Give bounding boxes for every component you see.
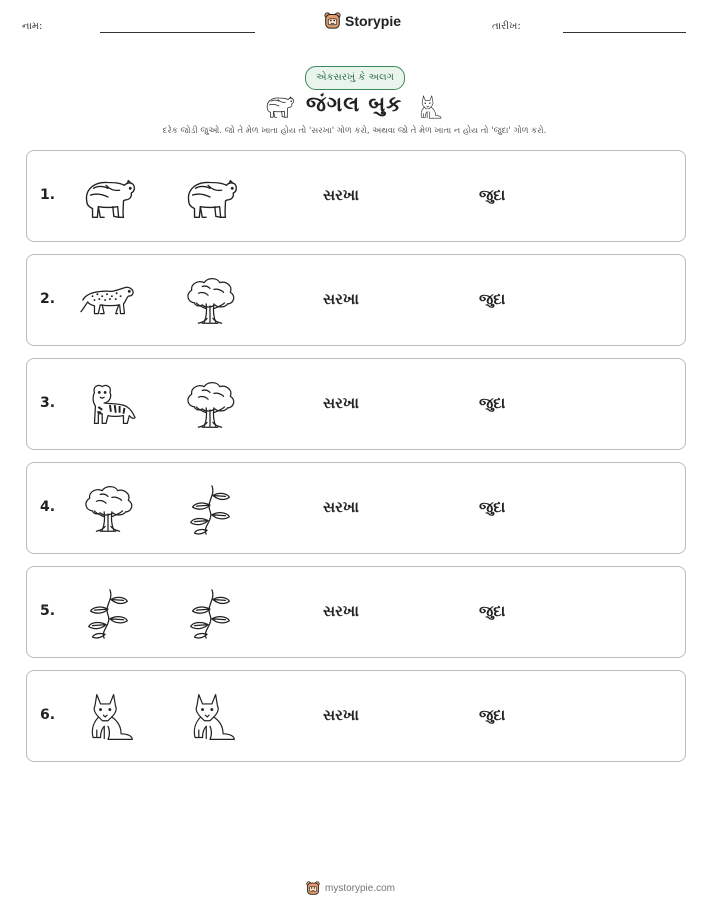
footer-url[interactable]: mystorypie.com — [325, 882, 396, 894]
same-option[interactable]: સરખા — [323, 706, 359, 724]
bear-mascot-icon — [324, 12, 341, 29]
vine-icon — [181, 585, 239, 641]
different-option[interactable]: જુદા — [479, 602, 506, 620]
question-row — [26, 254, 686, 346]
date-line[interactable] — [563, 32, 686, 33]
bear-icon — [263, 92, 295, 120]
vine-icon — [79, 585, 137, 641]
page-title: જંગલ બુક — [306, 92, 403, 116]
different-option[interactable]: જુદા — [479, 706, 506, 724]
tree-icon — [181, 273, 239, 329]
different-option[interactable]: જુદા — [479, 394, 506, 412]
same-option[interactable]: સરખા — [323, 186, 359, 204]
bear-mascot-icon — [306, 881, 320, 895]
worksheet-badge: એકસરખું કે અલગ — [305, 66, 405, 90]
tree-icon — [181, 377, 239, 433]
tiger-icon — [79, 377, 137, 433]
instructions-text: દરેક જોડી જુઓ. જો તે મેળ ખાતા હોય તો 'સરખા' ગોળ કરો, અથવા જો તે મેળ ખાતા ન હોય તો 'જુદા' ગોળ કરો. — [162, 126, 547, 136]
question-number: 6. — [40, 707, 56, 723]
question-row — [26, 670, 686, 762]
bear-icon — [181, 169, 239, 225]
footer — [306, 881, 395, 895]
same-option[interactable]: સરખા — [323, 394, 359, 412]
question-number: 1. — [40, 187, 56, 203]
different-option[interactable]: જુદા — [479, 498, 506, 516]
name-line[interactable] — [100, 32, 255, 33]
question-number: 5. — [40, 603, 56, 619]
wolf-icon — [79, 689, 137, 745]
question-number: 4. — [40, 499, 56, 515]
question-row — [26, 150, 686, 242]
brand-name: Storypie — [345, 12, 402, 29]
same-option[interactable]: સરખા — [323, 602, 359, 620]
wolf-icon — [415, 92, 443, 122]
same-option[interactable]: સરખા — [323, 290, 359, 308]
same-option[interactable]: સરખા — [323, 498, 359, 516]
name-label: નામ: — [22, 21, 43, 32]
bear-icon — [79, 169, 137, 225]
wolf-icon — [181, 689, 239, 745]
question-row — [26, 358, 686, 450]
question-row — [26, 462, 686, 554]
different-option[interactable]: જુદા — [479, 186, 506, 204]
tree-icon — [79, 481, 137, 537]
leopard-icon — [79, 273, 137, 329]
question-number: 2. — [40, 291, 56, 307]
date-label: તારીખ: — [492, 21, 521, 32]
vine-icon — [181, 481, 239, 537]
question-number: 3. — [40, 395, 56, 411]
brand-logo — [324, 12, 401, 29]
question-row — [26, 566, 686, 658]
different-option[interactable]: જુદા — [479, 290, 506, 308]
